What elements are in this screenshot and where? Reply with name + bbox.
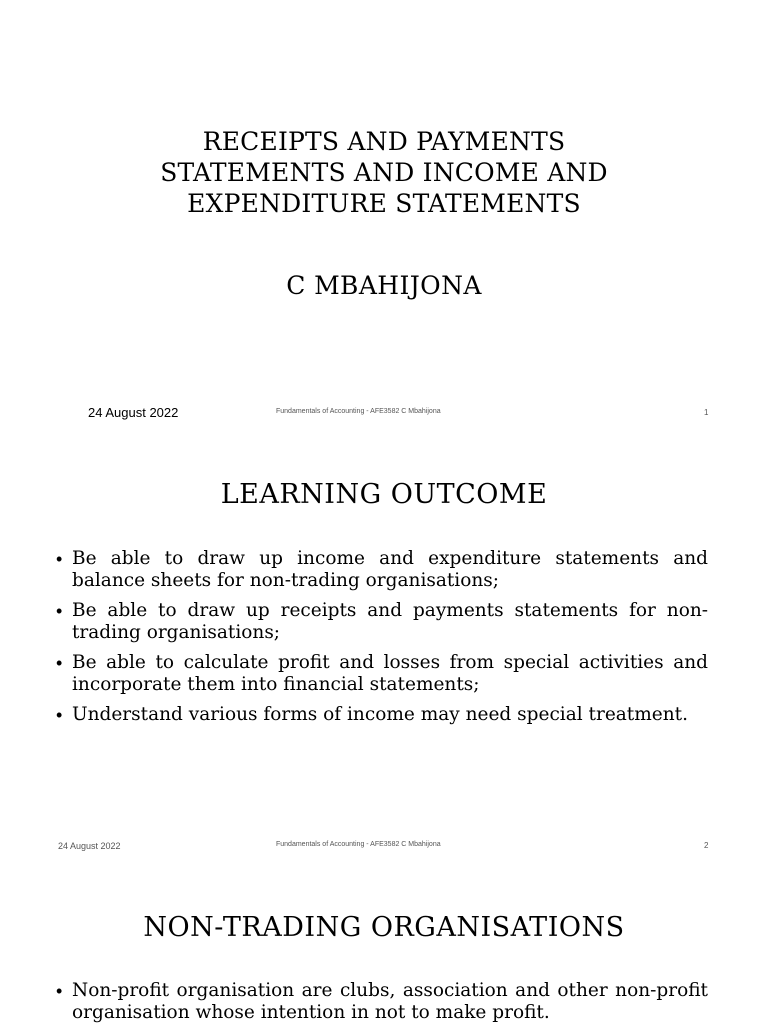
footer-date: 24 August 2022 <box>88 405 179 420</box>
title-line: STATEMENTS AND INCOME AND <box>160 158 608 187</box>
bullet-icon: • <box>56 981 63 1001</box>
list-item <box>56 600 708 644</box>
bullet-icon: • <box>56 653 63 673</box>
bullet-list <box>56 548 708 734</box>
slide-1 <box>0 0 768 433</box>
bullet-text: Be able to draw up receipts and payments statements for non-trading organisations; <box>72 600 708 643</box>
slide-3 <box>0 866 768 1024</box>
bullet-list <box>56 980 708 1032</box>
bullet-text: Non-profit organisation are clubs, association and other non-profit organisation whose intention in not to make profit. <box>72 980 708 1023</box>
footer-course: Fundamentals of Accounting - AFE3582 C Mbahijona <box>276 841 441 848</box>
footer-page-number: 1 <box>704 408 709 417</box>
title-line: EXPENDITURE STATEMENTS <box>187 189 581 218</box>
bullet-text: Be able to calculate profit and losses from special activities and incorporate them into financial statements; <box>72 652 708 695</box>
slide-title <box>0 126 768 219</box>
slide-footer <box>0 838 768 858</box>
title-line: RECEIPTS AND PAYMENTS <box>202 127 566 156</box>
bullet-icon: • <box>56 549 63 569</box>
slide-footer <box>0 405 768 425</box>
slide-2 <box>0 433 768 866</box>
list-item <box>56 652 708 696</box>
bullet-icon: • <box>56 705 63 725</box>
bullet-text: Be able to draw up income and expenditure statements and balance sheets for non-trading organisations; <box>72 548 708 591</box>
footer-date: 24 August 2022 <box>58 841 121 851</box>
bullet-text: Understand various forms of income may need special treatment. <box>72 704 688 725</box>
slide-heading: LEARNING OUTCOME <box>220 479 548 510</box>
author-name: C MBAHIJONA <box>286 271 482 300</box>
list-item <box>56 548 708 592</box>
footer-course: Fundamentals of Accounting - AFE3582 C Mbahijona <box>276 408 441 415</box>
footer-page-number: 2 <box>704 841 709 850</box>
slide-heading: NON-TRADING ORGANISATIONS <box>143 912 625 943</box>
list-item <box>56 980 708 1024</box>
bullet-icon: • <box>56 601 63 621</box>
list-item <box>56 704 708 726</box>
